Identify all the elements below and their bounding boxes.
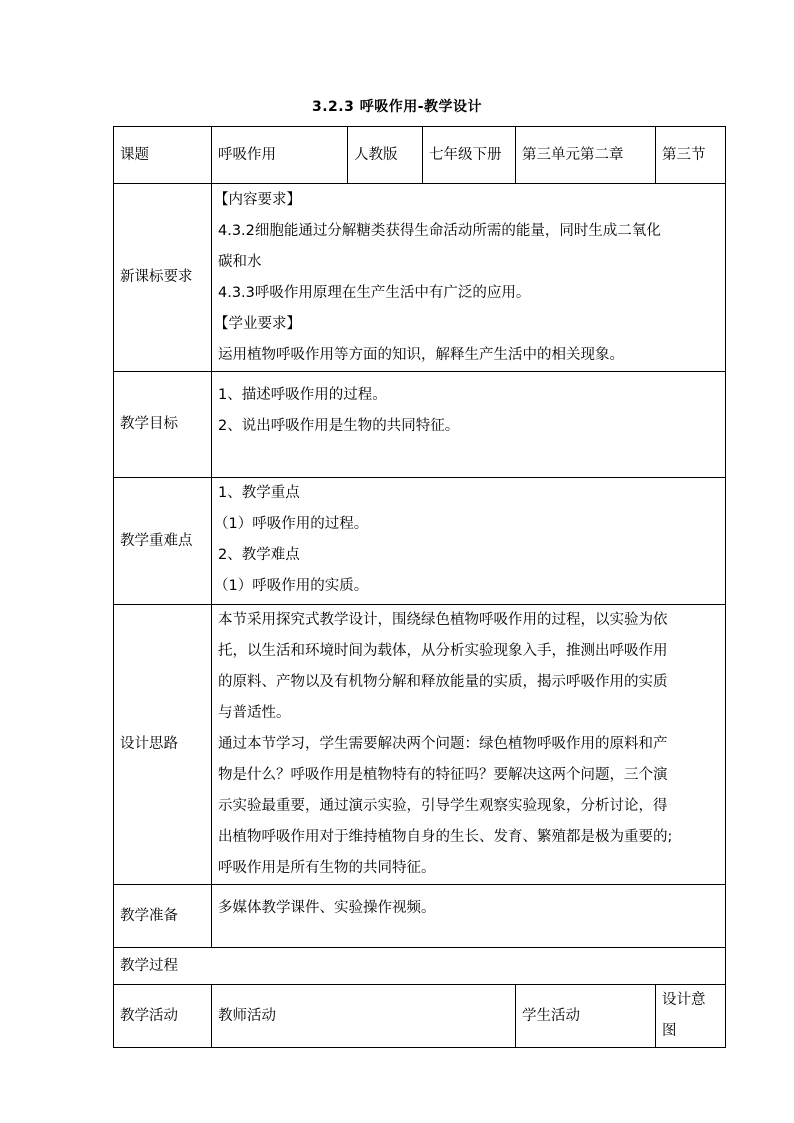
curriculum-row — [114, 184, 726, 372]
design-line: 通过本节学习，学生需要解决两个问题：绿色植物呼吸作用的原料和产 — [218, 736, 668, 752]
design-line: 与普适性。 — [218, 705, 291, 721]
curriculum-line: 4.3.2细胞能通过分解糖类获得生命活动所需的能量，同时生成二氧化 — [218, 222, 661, 239]
curriculum-line: 运用植物呼吸作用等方面的知识，解释生产生活中的相关现象。 — [218, 346, 624, 363]
key-point-heading: 1、教学重点 — [218, 485, 300, 501]
header-row — [114, 127, 726, 184]
preparation-label: 教学准备 — [114, 885, 212, 948]
topic-label: 课题 — [114, 127, 212, 184]
academic-requirement-heading: 【学业要求】 — [214, 315, 301, 332]
difficulty-item: （1）呼吸作用的实质。 — [214, 578, 369, 594]
objectives-row — [114, 372, 726, 478]
design-line: 呼吸作用是所有生物的共同特征。 — [218, 860, 436, 876]
preparation-content: 多媒体教学课件、实验操作视频。 — [212, 885, 726, 948]
design-content — [212, 605, 726, 885]
design-line: 示实验最重要，通过演示实验，引导学生观察实验现象，分析讨论，得 — [218, 798, 668, 814]
design-line: 出植物呼吸作用对于维持植物自身的生长、发育、繁殖都是极为重要的; — [218, 829, 673, 845]
lesson-plan-table — [113, 126, 726, 1048]
key-points-row — [114, 478, 726, 605]
key-points-label: 教学重难点 — [114, 478, 212, 605]
objectives-label: 教学目标 — [114, 372, 212, 478]
grade-value: 七年级下册 — [423, 127, 516, 184]
activity-header: 教学活动 — [114, 985, 212, 1048]
process-row — [114, 948, 726, 985]
key-point-item: （1）呼吸作用的过程。 — [214, 516, 369, 532]
difficulty-heading: 2、教学难点 — [218, 547, 300, 563]
design-line: 托，以生活和环境时间为载体，从分析实验现象入手，推测出呼吸作用 — [218, 643, 668, 659]
design-intent-header: 设计意图 — [656, 985, 726, 1048]
topic-value: 呼吸作用 — [212, 127, 348, 184]
curriculum-label: 新课标要求 — [114, 184, 212, 372]
objective-item: 2、说出呼吸作用是生物的共同特征。 — [218, 418, 460, 434]
design-line: 的原料、产物以及有机物分解和释放能量的实质，揭示呼吸作用的实质 — [218, 674, 668, 690]
curriculum-content — [212, 184, 726, 372]
teacher-activity-header: 教师活动 — [212, 985, 516, 1048]
preparation-row — [114, 885, 726, 948]
objectives-content — [212, 372, 726, 478]
process-label: 教学过程 — [114, 948, 726, 985]
design-line: 本节采用探究式教学设计，围绕绿色植物呼吸作用的过程，以实验为依 — [218, 612, 668, 628]
unit-value: 第三单元第二章 — [516, 127, 656, 184]
curriculum-line: 碳和水 — [218, 253, 262, 270]
student-activity-header: 学生活动 — [516, 985, 656, 1048]
design-line: 物是什么？呼吸作用是植物特有的特征吗？要解决这两个问题，三个演 — [218, 767, 668, 783]
design-label: 设计思路 — [114, 605, 212, 885]
key-points-content — [212, 478, 726, 605]
section-value: 第三节 — [656, 127, 726, 184]
page-title: 3.2.3 呼吸作用-教学设计 — [311, 99, 483, 115]
edition-value: 人教版 — [348, 127, 423, 184]
objective-item: 1、描述呼吸作用的过程。 — [218, 387, 387, 403]
curriculum-line: 4.3.3呼吸作用原理在生产生活中有广泛的应用。 — [218, 284, 531, 301]
design-row — [114, 605, 726, 885]
activity-header-row — [114, 985, 726, 1048]
content-requirement-heading: 【内容要求】 — [214, 191, 301, 208]
